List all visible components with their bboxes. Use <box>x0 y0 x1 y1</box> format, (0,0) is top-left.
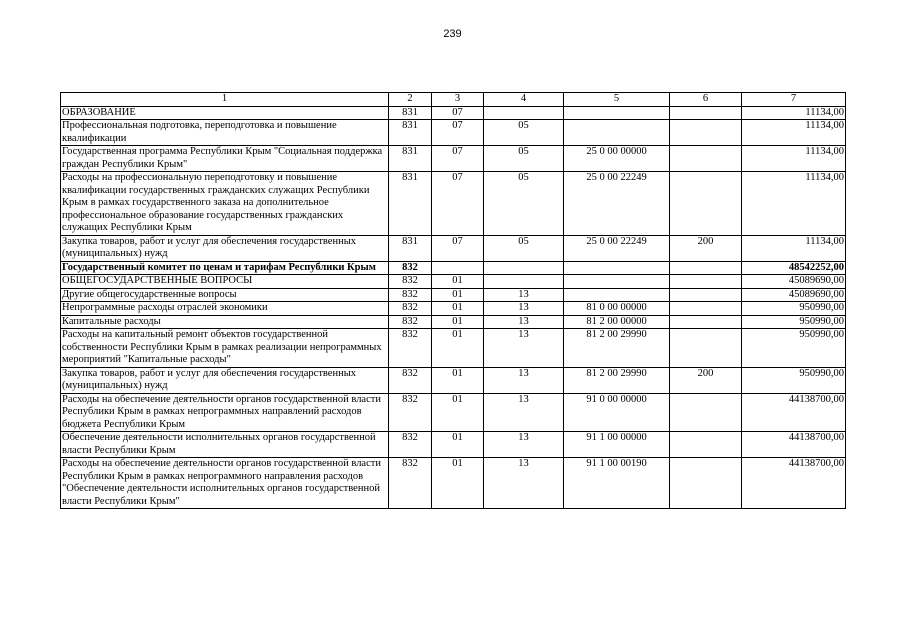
amount-cell: 950990,00 <box>742 315 846 329</box>
expense-name-cell: Расходы на обеспечение деятельности органов государственной власти Республики Крым в рамках непрограммного направления расходов "Обеспечение деятельности исполнительных органов государственной власти Республики Крым" <box>61 458 389 509</box>
target-item-code-cell: 25 0 00 22249 <box>564 235 670 261</box>
subsection-code-cell: 13 <box>484 367 564 393</box>
expense-name-cell: Расходы на капитальный ремонт объектов государственной собственности Республики Крым в рамках реализации непрограммных мероприятий "Капитальные расходы" <box>61 329 389 368</box>
target-item-code-cell: 81 2 00 29990 <box>564 329 670 368</box>
column-header: 7 <box>742 93 846 107</box>
column-header: 3 <box>432 93 484 107</box>
section-code-cell: 01 <box>432 393 484 432</box>
target-item-code-cell: 25 0 00 00000 <box>564 146 670 172</box>
ministry-code-cell: 832 <box>389 302 432 316</box>
target-item-code-cell: 91 1 00 00000 <box>564 432 670 458</box>
ministry-code-cell: 832 <box>389 393 432 432</box>
column-header: 6 <box>670 93 742 107</box>
section-code-cell: 01 <box>432 302 484 316</box>
target-item-code-cell: 25 0 00 22249 <box>564 172 670 236</box>
section-code-cell: 07 <box>432 120 484 146</box>
subsection-code-cell <box>484 261 564 275</box>
target-item-code-cell <box>564 106 670 120</box>
table-row <box>61 315 846 329</box>
amount-cell: 11134,00 <box>742 146 846 172</box>
expense-type-code-cell <box>670 302 742 316</box>
expense-name-cell: Закупка товаров, работ и услуг для обеспечения государственных (муниципальных) нужд <box>61 367 389 393</box>
table-row <box>61 393 846 432</box>
expense-name-cell: Закупка товаров, работ и услуг для обеспечения государственных (муниципальных) нужд <box>61 235 389 261</box>
ministry-code-cell: 831 <box>389 120 432 146</box>
expense-name-cell: Государственная программа Республики Крым "Социальная поддержка граждан Республики Крым" <box>61 146 389 172</box>
table-row <box>61 235 846 261</box>
section-code-cell: 01 <box>432 315 484 329</box>
table-row <box>61 432 846 458</box>
target-item-code-cell <box>564 275 670 289</box>
ministry-code-cell: 832 <box>389 275 432 289</box>
expense-type-code-cell <box>670 261 742 275</box>
table-row <box>61 172 846 236</box>
subsection-code-cell: 05 <box>484 235 564 261</box>
amount-cell: 950990,00 <box>742 367 846 393</box>
table-row <box>61 302 846 316</box>
section-code-cell: 07 <box>432 106 484 120</box>
subsection-code-cell: 13 <box>484 329 564 368</box>
ministry-code-cell: 831 <box>389 235 432 261</box>
column-header: 4 <box>484 93 564 107</box>
target-item-code-cell <box>564 120 670 146</box>
column-header: 1 <box>61 93 389 107</box>
ministry-code-cell: 831 <box>389 106 432 120</box>
column-header: 5 <box>564 93 670 107</box>
ministry-code-cell: 832 <box>389 315 432 329</box>
amount-cell: 11134,00 <box>742 235 846 261</box>
table-row <box>61 288 846 302</box>
table-body <box>61 106 846 509</box>
expense-name-cell: Непрограммные расходы отраслей экономики <box>61 302 389 316</box>
section-code-cell: 01 <box>432 432 484 458</box>
expense-name-cell: ОБРАЗОВАНИЕ <box>61 106 389 120</box>
expense-type-code-cell <box>670 120 742 146</box>
table-row <box>61 458 846 509</box>
table-row <box>61 367 846 393</box>
amount-cell: 44138700,00 <box>742 432 846 458</box>
section-code-cell: 01 <box>432 458 484 509</box>
amount-cell: 44138700,00 <box>742 458 846 509</box>
subsection-code-cell: 05 <box>484 120 564 146</box>
expense-type-code-cell <box>670 146 742 172</box>
section-code-cell: 01 <box>432 275 484 289</box>
amount-cell: 11134,00 <box>742 106 846 120</box>
ministry-code-cell: 832 <box>389 288 432 302</box>
expense-type-code-cell <box>670 329 742 368</box>
expense-type-code-cell <box>670 172 742 236</box>
section-code-cell: 01 <box>432 367 484 393</box>
amount-cell: 48542252,00 <box>742 261 846 275</box>
table-row <box>61 106 846 120</box>
expense-name-cell: Другие общегосударственные вопросы <box>61 288 389 302</box>
subsection-code-cell <box>484 275 564 289</box>
ministry-code-cell: 832 <box>389 329 432 368</box>
subsection-code-cell: 13 <box>484 315 564 329</box>
subsection-code-cell: 05 <box>484 172 564 236</box>
target-item-code-cell <box>564 261 670 275</box>
amount-cell: 45089690,00 <box>742 288 846 302</box>
table-row <box>61 120 846 146</box>
section-code-cell: 01 <box>432 288 484 302</box>
amount-cell: 45089690,00 <box>742 275 846 289</box>
target-item-code-cell <box>564 288 670 302</box>
target-item-code-cell: 91 1 00 00190 <box>564 458 670 509</box>
ministry-code-cell: 832 <box>389 261 432 275</box>
expense-name-cell: Профессиональная подготовка, переподготовка и повышение квалификации <box>61 120 389 146</box>
expense-type-code-cell: 200 <box>670 367 742 393</box>
section-code-cell: 07 <box>432 172 484 236</box>
section-code-cell: 01 <box>432 329 484 368</box>
subsection-code-cell: 13 <box>484 458 564 509</box>
expense-type-code-cell <box>670 458 742 509</box>
subsection-code-cell <box>484 106 564 120</box>
amount-cell: 11134,00 <box>742 120 846 146</box>
subsection-code-cell: 13 <box>484 432 564 458</box>
expense-name-cell: Расходы на профессиональную переподготовку и повышение квалификации государственных гражданских служащих Республики Крым в рамках государственного заказа на дополнительное профессиональное образование государственных гражданских служащих Республики Крым <box>61 172 389 236</box>
expense-type-code-cell <box>670 393 742 432</box>
section-code-cell: 07 <box>432 235 484 261</box>
target-item-code-cell: 81 2 00 00000 <box>564 315 670 329</box>
expense-name-cell: Обеспечение деятельности исполнительных органов государственной власти Республики Крым <box>61 432 389 458</box>
amount-cell: 950990,00 <box>742 302 846 316</box>
amount-cell: 950990,00 <box>742 329 846 368</box>
ministry-code-cell: 831 <box>389 146 432 172</box>
target-item-code-cell: 81 0 00 00000 <box>564 302 670 316</box>
expense-type-code-cell <box>670 288 742 302</box>
expense-type-code-cell <box>670 432 742 458</box>
expense-type-code-cell <box>670 275 742 289</box>
table-row <box>61 146 846 172</box>
expense-type-code-cell: 200 <box>670 235 742 261</box>
page-number: 239 <box>443 28 462 40</box>
table-row <box>61 261 846 275</box>
table-header-row <box>61 93 846 107</box>
column-header: 2 <box>389 93 432 107</box>
expense-name-cell: Государственный комитет по ценам и тарифам Республики Крым <box>61 261 389 275</box>
expense-name-cell: Капитальные расходы <box>61 315 389 329</box>
expense-name-cell: Расходы на обеспечение деятельности органов государственной власти Республики Крым в рамках непрограммных направлений расходов бюджета Республики Крым <box>61 393 389 432</box>
target-item-code-cell: 81 2 00 29990 <box>564 367 670 393</box>
table-row <box>61 329 846 368</box>
subsection-code-cell: 13 <box>484 302 564 316</box>
section-code-cell <box>432 261 484 275</box>
table-row <box>61 275 846 289</box>
amount-cell: 11134,00 <box>742 172 846 236</box>
subsection-code-cell: 13 <box>484 288 564 302</box>
expense-type-code-cell <box>670 106 742 120</box>
budget-table <box>60 92 846 509</box>
target-item-code-cell: 91 0 00 00000 <box>564 393 670 432</box>
subsection-code-cell: 05 <box>484 146 564 172</box>
ministry-code-cell: 831 <box>389 172 432 236</box>
ministry-code-cell: 832 <box>389 367 432 393</box>
ministry-code-cell: 832 <box>389 458 432 509</box>
section-code-cell: 07 <box>432 146 484 172</box>
subsection-code-cell: 13 <box>484 393 564 432</box>
amount-cell: 44138700,00 <box>742 393 846 432</box>
expense-type-code-cell <box>670 315 742 329</box>
ministry-code-cell: 832 <box>389 432 432 458</box>
expense-name-cell: ОБЩЕГОСУДАРСТВЕННЫЕ ВОПРОСЫ <box>61 275 389 289</box>
